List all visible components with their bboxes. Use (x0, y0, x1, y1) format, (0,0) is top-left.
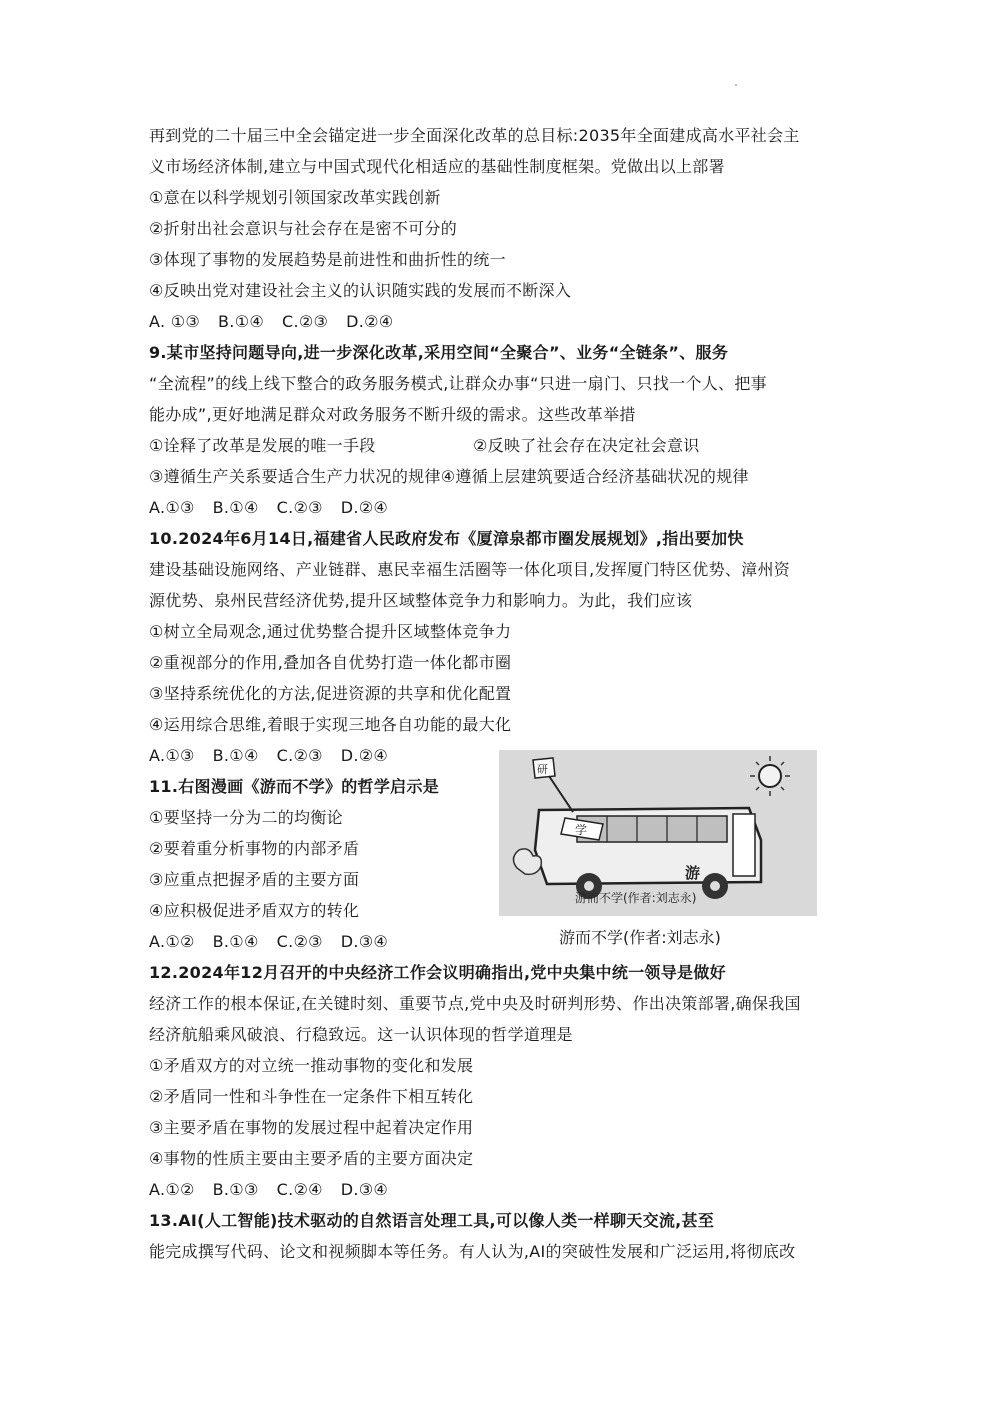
option-line: ③应重点把握矛盾的主要方面 (149, 870, 360, 889)
choice-b: B.①④ (218, 312, 264, 331)
choice-c: C.②③ (276, 932, 323, 951)
option-line: ②重视部分的作用,叠加各自优势打造一体化都市圈 (149, 653, 512, 672)
text-line: 义市场经济体制,建立与中国式现代化相适应的基础性制度框架。党做出以上部署 (149, 157, 725, 176)
choice-d: D.②④ (340, 498, 389, 517)
option-line: ③主要矛盾在事物的发展过程中起着决定作用 (149, 1118, 474, 1137)
option-line: ①意在以科学规划引领国家改革实践创新 (149, 188, 441, 207)
choice-d: D.②④ (346, 312, 394, 331)
choice-d: D.②④ (340, 746, 389, 765)
option-line: ④运用综合思维,着眼于实现三地各自功能的最大化 (149, 715, 512, 734)
text-line: “全流程”的线上线下整合的政务服务模式,让群众办事“只进一扇门、只找一个人、把事 (149, 374, 767, 393)
cartoon-image (499, 750, 817, 916)
bus-text: 游 (685, 864, 701, 882)
option-line: ④反映出党对建设社会主义的认识随实践的发展而不断深入 (149, 281, 572, 300)
answer-choices (149, 498, 406, 518)
option-line: ②矛盾同一性和斗争性在一定条件下相互转化 (149, 1087, 474, 1106)
option-line: ①诠释了改革是发展的唯一手段 (149, 436, 376, 455)
answer-choices (149, 1180, 406, 1200)
option-line: ④事物的性质主要由主要矛盾的主要方面决定 (149, 1149, 474, 1168)
choice-d: D.③④ (340, 1180, 389, 1199)
bus-cartoon-drawing (499, 750, 817, 916)
text-line: 再到党的二十届三中全会锚定进一步全面深化改革的总目标:2035年全面建成高水平社会主 (149, 126, 800, 145)
option-line: ②要着重分析事物的内部矛盾 (149, 839, 360, 858)
text-line: 建设基础设施网络、产业链群、惠民幸福生活圈等一体化项目,发挥厦门特区优势、漳州资 (149, 560, 791, 579)
question-title: 12.2024年12月召开的中央经济工作会议明确指出,党中央集中统一领导是做好 (149, 963, 726, 982)
question-title: 11.右图漫画《游而不学》的哲学启示是 (149, 777, 440, 796)
text-line: 源优势、泉州民营经济优势,提升区域整体竞争力和影响力。为此，我们应该 (149, 591, 693, 610)
option-line: ③遵循生产关系要适合生产力状况的规律④遵循上层建筑要适合经济基础状况的规律 (149, 467, 749, 486)
question-title: 10.2024年6月14日,福建省人民政府发布《厦漳泉都市圈发展规划》,指出要加快 (149, 529, 744, 548)
choice-d: D.③④ (340, 932, 389, 951)
text-line: 经济工作的根本保证,在关键时刻、重要节点,党中央及时研判形势、作出决策部署,确保我国 (149, 994, 801, 1013)
choice-c: C.②④ (276, 1180, 323, 1199)
answer-choices (149, 746, 406, 766)
cartoon-caption: 游而不学(作者:刘志永) (575, 891, 697, 905)
choice-a: A.①③ (149, 498, 195, 517)
answer-choices (149, 932, 406, 952)
question-title: 13.AI(人工智能)技术驱动的自然语言处理工具,可以像人类一样聊天交流,甚至 (149, 1211, 715, 1230)
option-line: ②反映了社会存在决定社会意识 (473, 436, 700, 455)
option-line: ①要坚持一分为二的均衡论 (149, 808, 343, 827)
figure-caption: 游而不学(作者:刘志永) (559, 928, 721, 947)
question-title: 9.某市坚持问题导向,进一步深化改革,采用空间“全聚合”、业务“全链条”、服务 (149, 343, 729, 362)
answer-choices (149, 312, 411, 332)
scan-dot (735, 84, 737, 86)
option-line: ③坚持系统优化的方法,促进资源的共享和优化配置 (149, 684, 512, 703)
choice-a: A.①② (149, 1180, 195, 1199)
choice-c: C.②③ (276, 498, 323, 517)
choice-a: A.①③ (149, 746, 195, 765)
choice-b: B.①④ (212, 498, 259, 517)
choice-c: C.②③ (276, 746, 323, 765)
banner-text: 学 (575, 823, 588, 837)
choice-b: B.①③ (212, 1180, 259, 1199)
text-line: 能完成撰写代码、论文和视频脚本等任务。有人认为,AI的突破性发展和广泛运用,将彻底改 (149, 1242, 796, 1261)
text-line: 经济航船乘风破浪、行稳致远。这一认识体现的哲学道理是 (149, 1025, 573, 1044)
option-line: ①矛盾双方的对立统一推动事物的变化和发展 (149, 1056, 474, 1075)
text-line: 能办成”,更好地满足群众对政务服务不断升级的需求。这些改革举措 (149, 405, 636, 424)
choice-a: A.①② (149, 932, 195, 951)
option-line: ②折射出社会意识与社会存在是密不可分的 (149, 219, 458, 238)
option-line: ④应积极促进矛盾双方的转化 (149, 901, 360, 920)
option-line: ③体现了事物的发展趋势是前进性和曲折性的统一 (149, 250, 506, 269)
choice-b: B.①④ (212, 932, 259, 951)
sign-text: 研 (537, 763, 548, 776)
choice-a: A. ①③ (149, 312, 201, 331)
option-line: ①树立全局观念,通过优势整合提升区域整体竞争力 (149, 622, 512, 641)
choice-b: B.①④ (212, 746, 259, 765)
choice-c: C.②③ (281, 312, 329, 331)
